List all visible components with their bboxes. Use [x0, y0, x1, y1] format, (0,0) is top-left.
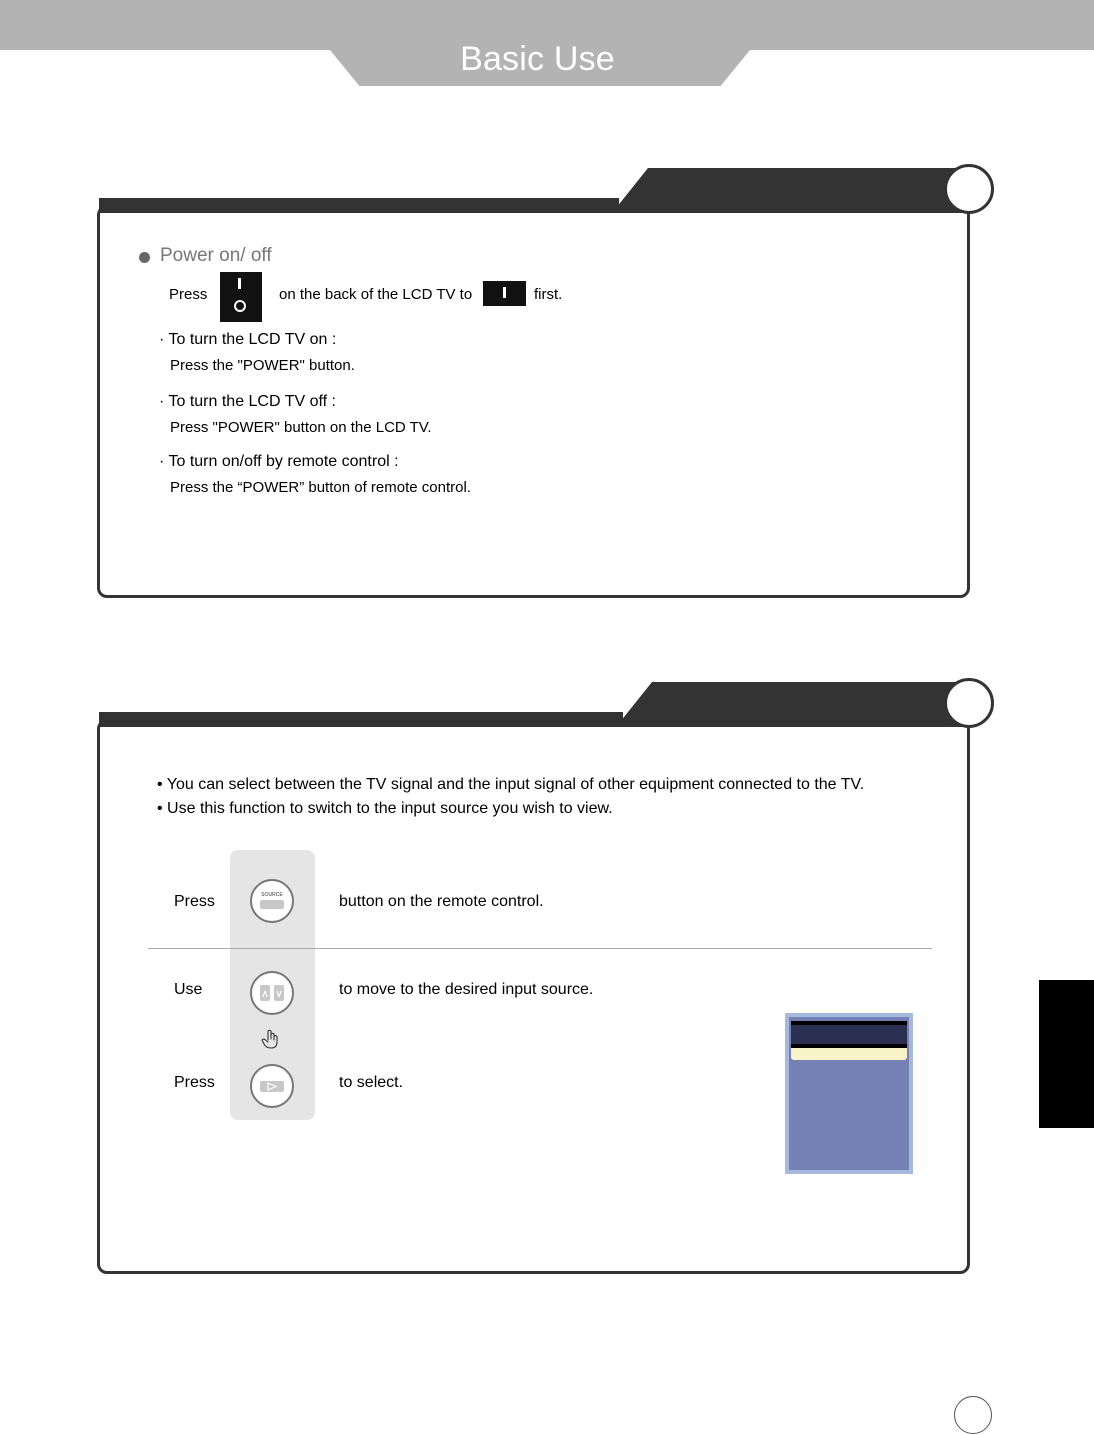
source-bullet: • You can select between the TV signal and the input signal of other equipment connected to the TV.	[157, 776, 865, 793]
page-number-circle	[954, 1396, 992, 1434]
up-down-arrows	[252, 973, 292, 1013]
power-item-title: · To turn on/off by remote control :	[159, 453, 399, 470]
heading-bullet-icon	[139, 252, 150, 263]
power-section-bar	[99, 198, 619, 213]
power-item-title: · To turn the LCD TV on :	[159, 331, 337, 348]
source-button-face	[260, 900, 284, 909]
select-arrow	[252, 1066, 292, 1106]
step-verb: Use	[174, 981, 203, 998]
step-text: to move to the desired input source.	[339, 981, 594, 998]
step-text: to select.	[339, 1074, 404, 1091]
page-title: Basic Use	[460, 40, 615, 78]
power-item-desc: Press the "POWER" button.	[170, 357, 355, 374]
power-switch-icon	[220, 272, 262, 322]
power-section-number-circle	[944, 164, 994, 214]
power-heading: Power on/ off	[160, 245, 272, 266]
power-item-desc: Press "POWER" button on the LCD TV.	[170, 419, 432, 436]
power-switch-off-mark	[234, 300, 246, 312]
power-item-title: · To turn the LCD TV off :	[159, 393, 336, 410]
source-bullet: • Use this function to switch to the input source you wish to view.	[157, 800, 613, 817]
up-down-button-icon	[250, 971, 294, 1015]
power-item-desc: Press the “POWER” button of remote control.	[170, 479, 471, 496]
step-text: button on the remote control.	[339, 893, 544, 910]
source-button-label: SOURCE	[261, 892, 283, 898]
step-divider	[148, 948, 932, 949]
side-chapter-tab	[1039, 980, 1094, 1128]
hand-pointer-icon	[259, 1028, 281, 1050]
press-prefix: Press	[169, 286, 208, 303]
source-section-number-circle	[944, 678, 994, 728]
select-button-icon	[250, 1064, 294, 1108]
step-verb: Press	[174, 893, 215, 910]
press-suffix: first.	[534, 286, 563, 303]
power-section-tab	[612, 168, 968, 213]
source-button-icon	[250, 879, 294, 923]
switch-on-mark	[503, 287, 506, 298]
source-section-tab	[616, 682, 968, 727]
press-middle: on the back of the LCD TV to	[279, 286, 473, 303]
step-verb: Press	[174, 1074, 215, 1091]
source-section-bar	[99, 712, 623, 727]
power-switch-on-mark	[238, 278, 241, 289]
source-menu-selected-row	[791, 1044, 907, 1060]
